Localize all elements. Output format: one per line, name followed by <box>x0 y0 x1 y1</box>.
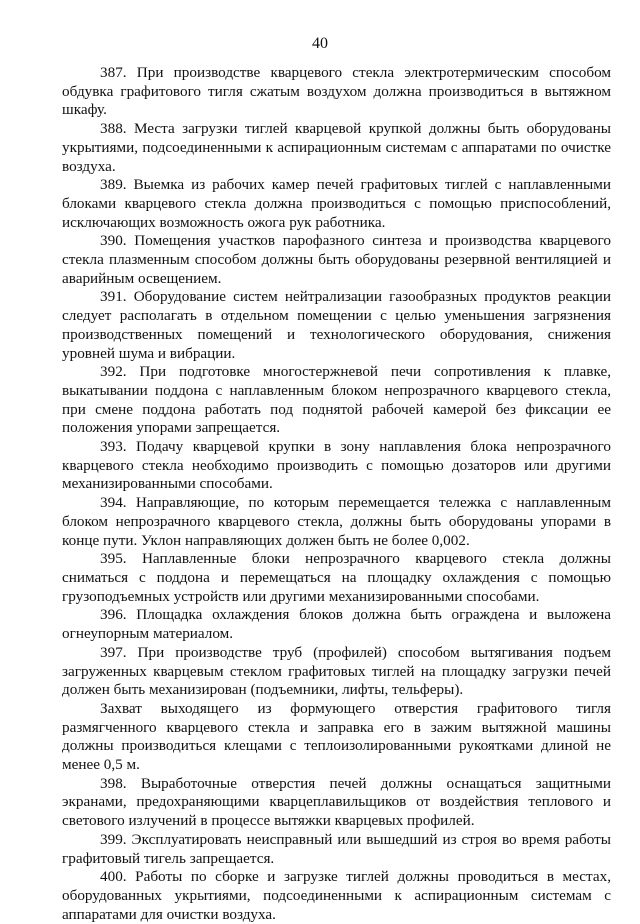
page-number: 40 <box>312 35 328 52</box>
paragraph-397-continued: Захват выходящего из формующего отверстия графитового тигля размягченного кварцевого стекла и заправка его в зажим вытяжной машины должны производиться клещами с теплоизолированными рукоятками длиной не менее 0,5 м. <box>62 699 611 774</box>
paragraph-395: 395. Наплавленные блоки непрозрачного кварцевого стекла должны сниматься с поддона и перемещаться на площадку охлаждения с помощью грузоподъемных устройств или другими механизированными способами. <box>62 550 611 605</box>
paragraph-390: 390. Помещения участков парофазного синтеза и производства кварцевого стекла плазменным способом должны быть оборудованы резервной вентиляцией и аварийным освещением. <box>62 232 611 287</box>
paragraph-400: 400. Работы по сборке и загрузке тиглей должны проводиться в местах, оборудованных укрытиями, подсоединенными к аспирационным системам с аппаратами для очистки воздуха. <box>62 868 611 923</box>
document-body <box>62 64 611 924</box>
paragraph-397: 397. При производстве труб (профилей) способом вытягивания подъем загруженных кварцевым стеклом графитовых тиглей на площадку загрузки печей должен быть механизирован (подъемники, лифты, тельферы). <box>62 643 611 699</box>
paragraph-391: 391. Оборудование систем нейтрализации газообразных продуктов реакции следует располагать в отдельном помещении с целью уменьшения загрязнения производственных помещений и технологического оборудования, снижения уровней шума и вибрации. <box>62 288 611 362</box>
paragraph-394: 394. Направляющие, по которым перемещается тележка с наплавленным блоком непрозрачного кварцевого стекла, должны быть оборудованы упорами в конце пути. Уклон направляющих должен быть не более 0,002. <box>62 494 611 549</box>
paragraph-396: 396. Площадка охлаждения блоков должна быть ограждена и выложена огнеупорным материалом. <box>62 606 611 643</box>
paragraph-392: 392. При подготовке многостержневой печи сопротивления к плавке, выкатывании поддона с наплавленным блоком непрозрачного кварцевого стекла, при смене поддона работать под поднятой рабочей камерой без фиксации ее положения упорами запрещается. <box>62 363 611 437</box>
paragraph-388: 388. Места загрузки тиглей кварцевой крупкой должны быть оборудованы укрытиями, подсоединенными к аспирационным системам с аппаратами по очистке воздуха. <box>62 120 611 175</box>
paragraph-399: 399. Эксплуатировать неисправный или вышедший из строя во время работы графитовый тигель запрещается. <box>62 830 611 867</box>
paragraph-393: 393. Подачу кварцевой крупки в зону наплавления блока непрозрачного кварцевого стекла необходимо производить с помощью дозаторов или другими механизированными способами. <box>62 438 611 493</box>
paragraph-389: 389. Выемка из рабочих камер печей графитовых тиглей с наплавленными блоками кварцевого стекла должна производиться с помощью приспособлений, исключающих возможность ожога рук работника. <box>62 176 611 231</box>
paragraph-387: 387. При производстве кварцевого стекла электротермическим способом обдувка графитового тигля сжатым воздухом должна производиться в вытяжном шкафу. <box>62 64 611 119</box>
paragraph-398: 398. Выработочные отверстия печей должны оснащаться защитными экранами, предохраняющими кварцеплавильщиков от воздействия теплового и светового излучений в процессе вытяжки кварцевых профилей. <box>62 774 611 830</box>
